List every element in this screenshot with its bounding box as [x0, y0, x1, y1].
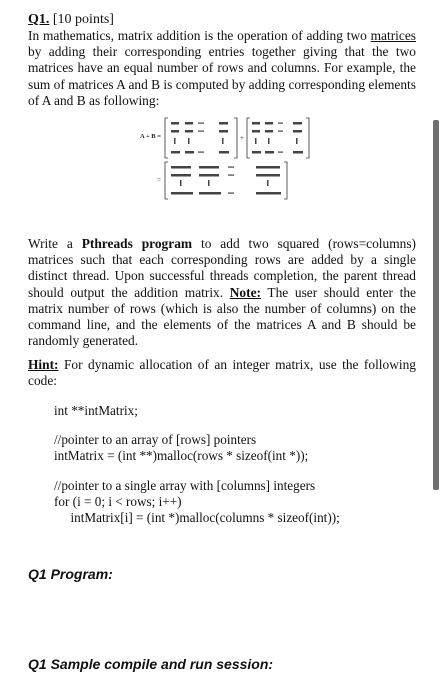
task-text-lead: Write a [28, 236, 82, 251]
matrix-sum-entries [171, 166, 281, 195]
task-emphasis: Pthreads program [81, 236, 193, 251]
intro-paragraph [28, 28, 416, 109]
figure-lhs-label: A + B = [140, 133, 161, 140]
code-row-allocation: //pointer to an array of [rows] pointers intMatrix = (int **)malloc(rows * sizeof(int *)); [54, 432, 309, 463]
note-text: The user should enter the matrix number of rows (which is also the number of columns) on the command line, and the elements of the matrices A and B should be randomly generated. [28, 284, 416, 349]
task-text-body: to add two squared (rows=columns) matrices such that each corresponding rows are added by a single distinct thread. Upon successful threads completion, the parent thread should output the addition matrix. [28, 236, 416, 300]
code-declaration: int **intMatrix; [54, 403, 138, 418]
intro-text-start: In mathematics, matrix addition is the operation of adding two [28, 28, 371, 43]
question-heading [28, 12, 114, 28]
task-paragraph [28, 236, 416, 349]
question-points: [10 points] [49, 12, 114, 27]
hint-text: For dynamic allocation of an integer matrix, use the following code: [28, 357, 416, 389]
matrices-link[interactable]: matrices [370, 28, 416, 43]
session-section-label: Q1 Sample compile and run session: [28, 656, 274, 672]
hint-label: Hint: [28, 357, 59, 372]
program-section-label: Q1 Program: [28, 566, 113, 582]
matrix-b-entries [252, 122, 303, 154]
question-number: Q1. [28, 12, 50, 27]
svg-text:=: = [157, 176, 161, 184]
svg-text:+: + [240, 134, 244, 142]
note-label: Note: [229, 284, 261, 300]
intro-text-end: by adding their corresponding entries together giving that the two matrices have an equal number of rows and columns. For example, the sum of matrices A and B is computed by adding corresponding elements of A and B as following: [28, 44, 416, 108]
matrix-addition-figure [140, 114, 310, 200]
vertical-scrollbar[interactable] [433, 120, 439, 490]
hint-paragraph [28, 357, 416, 389]
code-column-allocation: //pointer to a single array with [columns] integers for (i = 0; i < rows; i++) intMatrix[i] = (int *)malloc(columns * sizeof(int)); [54, 478, 340, 525]
matrix-a-entries [171, 122, 229, 154]
